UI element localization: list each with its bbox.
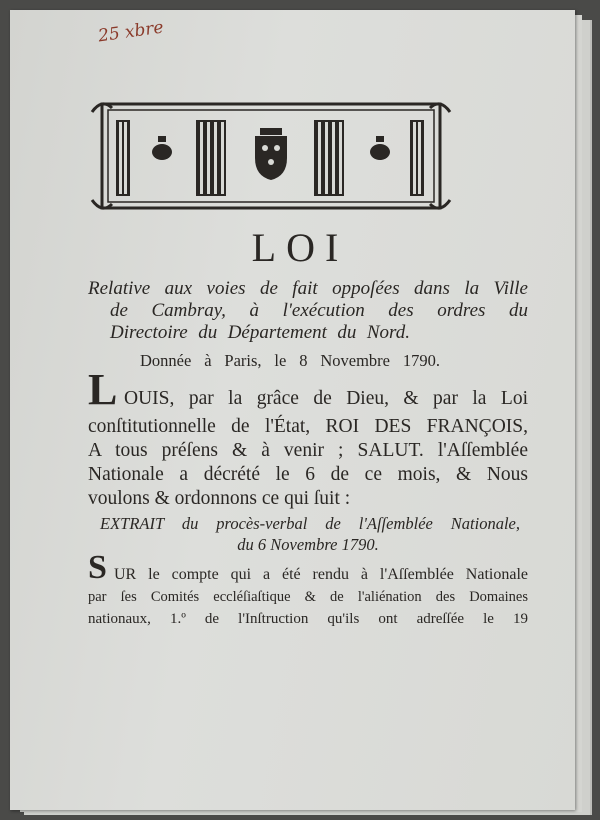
body-line: conſtitutionnelle de l'État, ROI DES FRANÇOIS, [88, 416, 528, 437]
drop-cap: S [88, 549, 107, 586]
decorative-headpiece-ornament [88, 94, 454, 218]
body-line: OUIS, par la grâce de Dieu, & par la Loi [124, 388, 528, 409]
section-line: UR le compte qui a été rendu à l'Aſſemblée Nationale [114, 566, 528, 583]
subtitle-line: de Cambray, à l'exécution des ordres du [110, 300, 528, 321]
drop-cap: L [88, 365, 118, 414]
document-title: LOI [251, 225, 349, 270]
extract-date: du 6 Novembre 1790. [237, 535, 379, 554]
subtitle-line: Relative aux voies de fait oppoſées dans la Ville [88, 278, 528, 299]
body-line: A tous préſens & à venir ; SALUT. l'Aſſemblée [88, 440, 528, 461]
section-line: nationaux, 1.º de l'Inſtruction qu'ils ont adreſſée le 19 [88, 611, 528, 627]
body-line: Nationale a décrété le 6 de ce mois, & Nous [88, 464, 528, 485]
subtitle-line: Directoire du Département du Nord. [110, 322, 410, 343]
extract-heading: EXTRAIT du procès-verbal de l'Aſſemblée Nationale, [100, 514, 520, 533]
handwritten-note: 25 xbre [96, 17, 165, 47]
date-line: Donnée à Paris, le 8 Novembre 1790. [140, 351, 440, 370]
body-line: voulons & ordonnons ce qui ſuit : [88, 488, 351, 509]
section-line: par ſes Comités eccléſiaſtique & de l'aliénation des Domaines [88, 589, 528, 605]
